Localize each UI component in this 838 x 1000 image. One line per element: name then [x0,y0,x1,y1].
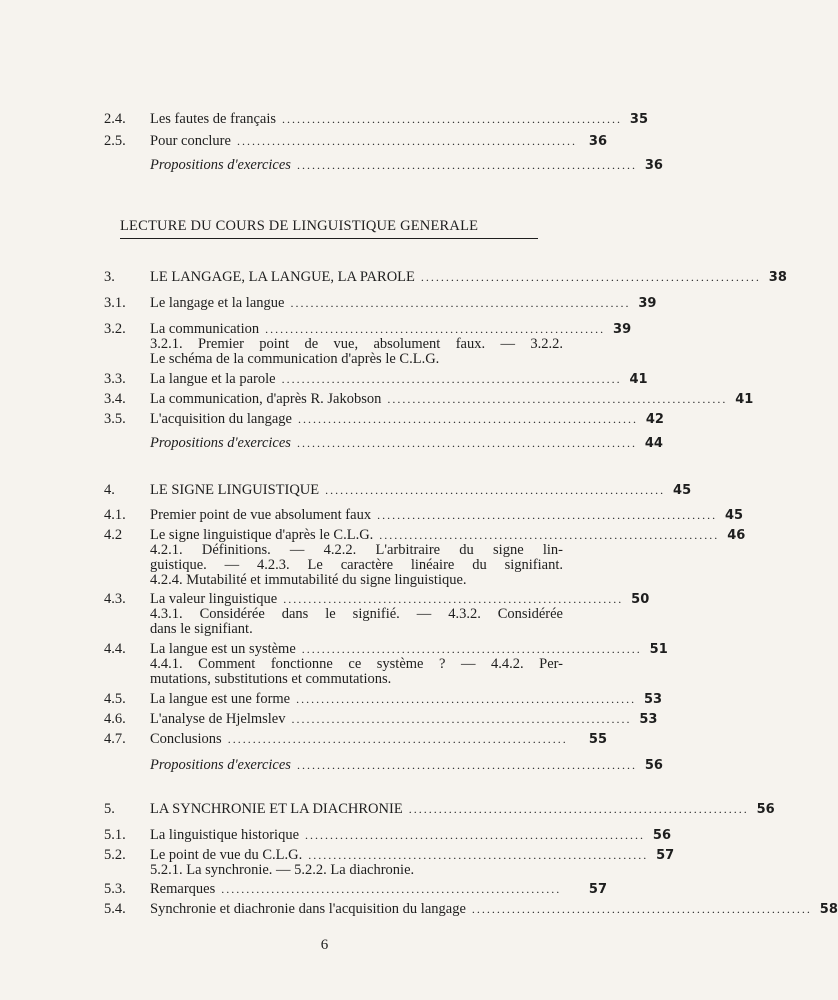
entry-number: 3.5. [104,411,126,427]
entry-subsections-line: 3.2.1. Premier point de vue, absolument faux. — 3.2.2. [150,336,563,352]
toc-entry [104,882,607,897]
entry-page-number: 36 [644,158,663,173]
entry-page-number: 46 [727,528,746,543]
leader-dots: .................................................................... [221,882,562,896]
toc-entry-line [104,711,658,727]
entry-page-number: 44 [644,436,663,451]
leader-dots: .................................................................... [305,828,646,842]
leader-dots: .................................................................... [420,270,761,284]
entry-page-number: 56 [644,758,663,773]
toc-entry-line [104,757,663,773]
toc-entry [104,411,664,427]
toc-entry-line [104,641,668,657]
entry-number: 3.3. [104,371,126,387]
entry-title: Le signe linguistique d'après le C.L.G. [150,527,374,543]
leader-dots: .................................................................... [471,902,812,916]
entry-title: Propositions d'exercices [150,435,291,451]
leader-dots: .................................................................... [325,483,666,497]
entry-title: Le point de vue du C.L.G. [150,847,303,863]
toc-entry [104,847,675,878]
entry-number: 5.2. [104,847,126,863]
entry-number: 4.1. [104,507,126,523]
entry-title: La valeur linguistique [150,591,278,607]
toc-entry-line [104,882,607,897]
entry-subsections-line: 4.3.1. Considérée dans le signifié. — 4.3.2. Considérée [150,606,563,622]
entry-title: L'analyse de Hjelmslev [150,711,286,727]
leader-dots: .................................................................... [296,758,637,772]
entry-page-number: 39 [638,296,657,311]
entry-title: Synchronie et diachronie dans l'acquisition du langage [150,901,466,917]
entry-page-number: 51 [649,642,668,657]
toc-entry-line [104,391,754,407]
toc-entry [104,732,607,747]
entry-number: 3.4. [104,391,126,407]
toc-entry-line [104,157,663,173]
entry-number: 5.3. [104,881,126,897]
toc-entry-line [104,732,607,747]
entry-number: 3.1. [104,295,126,311]
toc-entry [104,507,744,523]
entry-number: 4.5. [104,691,126,707]
leader-dots: .................................................................... [296,692,637,706]
entry-page-number: 57 [588,882,607,897]
entry-title: Les fautes de français [150,111,277,127]
toc-entry-line [104,269,787,285]
entry-page-number: 45 [673,483,692,498]
toc-entry-line [104,827,672,843]
toc-entry [104,482,692,498]
entry-page-number: 58 [819,902,838,917]
entry-title: Propositions d'exercices [150,157,291,173]
leader-dots: .................................................................... [379,528,720,542]
entry-number: 5.1. [104,827,126,843]
leader-dots: .................................................................... [387,392,728,406]
entry-subsections-line: guistique. — 4.2.3. Le caractère linéaire du signifiant. [150,557,563,573]
toc-entry-line [104,321,632,337]
toc-entry-line [104,591,650,607]
entry-subsections-line: 4.2.4. Mutabilité et immutabilité du signe linguistique. [150,572,467,588]
entry-page-number: 41 [735,392,754,407]
entry-page-number: 45 [724,508,744,523]
leader-dots: .................................................................... [296,158,637,172]
toc-entry [104,371,648,387]
entry-title: Pour conclure [150,133,231,149]
toc-entry-line [104,111,649,127]
leader-dots: .................................................................... [290,296,631,310]
section-heading: LECTURE DU COURS DE LINGUISTIQUE GENERALE [120,218,538,239]
leader-dots: .................................................................... [227,732,568,746]
entry-subsections-line: 4.2.1. Définitions. — 4.2.2. L'arbitraire du signe lin- [150,542,563,558]
entry-title: LE SIGNE LINGUISTIQUE [150,482,320,498]
entry-number: 4.2 [104,527,123,543]
entry-title: Conclusions [150,731,222,747]
toc-entry [104,269,787,285]
entry-number: 2.5. [104,133,126,149]
entry-title: La communication, d'après R. Jakobson [150,391,382,407]
leader-dots: .................................................................... [408,802,749,816]
entry-subsections-line: Le schéma de la communication d'après le C.L.G. [150,351,440,367]
toc-entry-line [104,134,607,149]
entry-page-number: 38 [768,270,787,285]
toc-entry-line [104,527,746,543]
entry-page-number: 53 [644,692,663,707]
leader-dots: .................................................................... [296,436,637,450]
entry-subsections-line: mutations, substitutions et commutations. [150,671,392,687]
entry-subsections-line: 4.4.1. Comment fonctionne ce système ? — 4.4.2. Per- [150,656,563,672]
toc-entry [104,435,663,451]
toc-entry [104,157,663,173]
toc-entry [104,527,746,588]
entry-page-number: 57 [656,848,675,863]
leader-dots: .................................................................... [282,112,623,126]
entry-title: La langue est une forme [150,691,291,707]
entry-title: LE LANGAGE, LA LANGUE, LA PAROLE [150,269,415,285]
toc-entry [104,111,649,127]
entry-page-number: 36 [588,134,607,149]
leader-dots: .................................................................... [283,592,624,606]
toc-entry-line [104,295,657,311]
toc-entry-line [104,371,648,387]
leader-dots: .................................................................... [265,322,606,336]
entry-page-number: 53 [639,712,658,727]
toc-entry-line [104,435,663,451]
leader-dots: .................................................................... [236,134,577,148]
toc-entry-line [104,801,775,817]
toc-entry [104,827,672,843]
toc-entry [104,641,668,687]
entry-subsections-line: 5.2.1. La synchronie. — 5.2.2. La diachronie. [150,862,415,878]
entry-title: La linguistique historique [150,827,300,843]
entry-title: L'acquisition du langage [150,411,292,427]
leader-dots: .................................................................... [301,642,642,656]
leader-dots: .................................................................... [308,848,649,862]
toc-entry [104,691,663,707]
leader-dots: .................................................................... [297,412,638,426]
toc-entry [104,391,754,407]
toc-entry-line [104,482,692,498]
entry-number: 3. [104,269,115,285]
entry-number: 4.4. [104,641,126,657]
toc-entry [104,757,663,773]
entry-page-number: 56 [756,802,775,817]
leader-dots: .................................................................... [291,712,632,726]
entry-page-number: 39 [613,322,632,337]
entry-page-number: 55 [588,732,607,747]
entry-title: Le langage et la langue [150,295,285,311]
toc-entry [104,134,607,149]
entry-title: Premier point de vue absolument faux [150,507,372,523]
toc-entry [104,321,632,367]
entry-number: 4.6. [104,711,126,727]
entry-number: 4.7. [104,731,126,747]
entry-number: 5. [104,801,115,817]
toc-entry [104,901,838,917]
entry-subsections-line: dans le signifiant. [150,621,253,637]
toc-entry-line [104,901,838,917]
toc-entry-line [104,507,744,523]
leader-dots: .................................................................... [281,372,622,386]
entry-page-number: 41 [629,372,648,387]
toc-entry-line [104,411,664,427]
toc-entry [104,711,658,727]
page-number: 6 [320,937,329,953]
toc-entry [104,591,650,637]
entry-title: Remarques [150,881,216,897]
leader-dots: .................................................................... [377,508,718,522]
entry-number: 3.2. [104,321,126,337]
toc-entry-line [104,691,663,707]
entry-page-number: 42 [645,412,664,427]
entry-number: 4.3. [104,591,126,607]
entry-title: Propositions d'exercices [150,757,291,773]
entry-page-number: 56 [652,828,672,843]
entry-title: La langue et la parole [150,371,276,387]
entry-number: 4. [104,482,115,498]
toc-entry [104,295,657,311]
entry-title: La communication [150,321,260,337]
toc-entry-line [104,847,675,863]
entry-page-number: 50 [631,592,650,607]
entry-title: LA SYNCHRONIE ET LA DIACHRONIE [150,801,403,817]
entry-title: La langue est un système [150,641,296,657]
entry-page-number: 35 [629,112,649,127]
toc-entry [104,801,775,817]
entry-number: 2.4. [104,111,126,127]
entry-number: 5.4. [104,901,126,917]
